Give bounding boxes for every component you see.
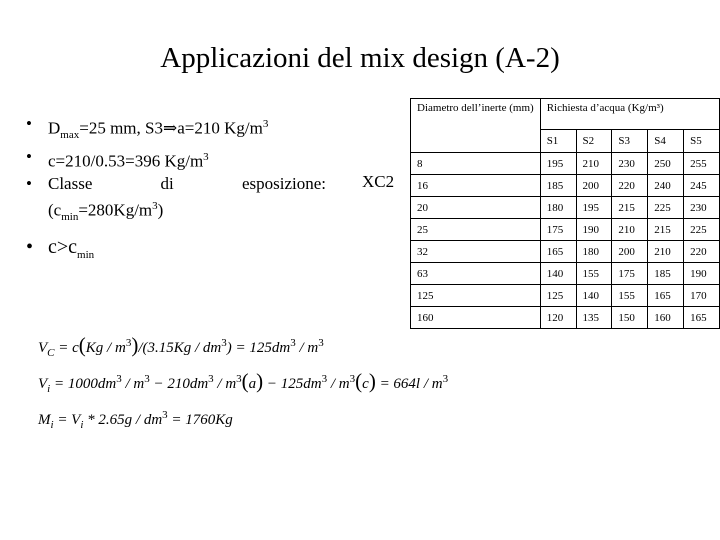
water-value-cell: 225 [684, 219, 720, 241]
cmin-close: ) [157, 200, 164, 220]
cgt-text: c>c [48, 235, 78, 258]
water-value-cell: 175 [540, 219, 576, 241]
water-value-cell: 180 [576, 241, 612, 263]
table-body [411, 153, 720, 329]
paren-open: ( [78, 333, 86, 357]
bullet-dot-icon: • [26, 235, 34, 258]
cmin-line [48, 195, 326, 228]
dmax-mid: =25 mm, S3 [79, 118, 163, 138]
bullet-dot-icon: • [26, 173, 32, 193]
slide-title: Applicazioni del mix design (A-2) [160, 42, 560, 74]
water-value-cell: 170 [684, 285, 720, 307]
bullet-classe [26, 173, 326, 228]
water-value-cell: 240 [648, 175, 684, 197]
water-value-cell: 220 [612, 175, 648, 197]
eq-part: a [248, 376, 257, 392]
eq-part: Kg / m [85, 340, 126, 356]
eq-exp: 3 [318, 337, 324, 349]
water-value-cell: 180 [540, 197, 576, 219]
bullet-dmax [26, 113, 326, 146]
eq-exp: 3 [162, 409, 168, 421]
water-value-cell: 230 [684, 197, 720, 219]
eq-exp: 3 [290, 337, 296, 349]
bullet-list [26, 113, 326, 266]
eq-part: = c [54, 340, 79, 356]
water-value-cell: 215 [648, 219, 684, 241]
class-header-cell: S2 [576, 130, 612, 153]
water-value-cell: 175 [612, 263, 648, 285]
eq-part: = 1760Kg [167, 412, 233, 428]
diameter-cell: 63 [411, 263, 541, 285]
header-diametro: Diametro dell’inerte (mm) [411, 99, 541, 153]
water-value-cell: 150 [612, 307, 648, 329]
equation-vc [38, 330, 448, 366]
table-row [411, 307, 720, 329]
table-header-row [411, 99, 720, 130]
water-value-cell: 215 [612, 197, 648, 219]
water-value-cell: 210 [648, 241, 684, 263]
water-value-cell: 160 [648, 307, 684, 329]
table-row [411, 241, 720, 263]
eq-sub: C [47, 347, 55, 359]
table-row [411, 219, 720, 241]
dmax-sup: 3 [262, 118, 269, 130]
water-value-cell: 190 [576, 219, 612, 241]
eq-sub: i [80, 419, 84, 431]
bullet-dot-icon: • [26, 147, 32, 167]
c-text: c=210/0.53=396 Kg/m [48, 151, 204, 171]
eq-exp: 3 [116, 373, 122, 385]
water-value-cell: 195 [576, 197, 612, 219]
water-value-cell: 200 [612, 241, 648, 263]
water-value-cell: 185 [540, 175, 576, 197]
diameter-cell: 20 [411, 197, 541, 219]
dmax-tail: a=210 Kg/m [177, 118, 263, 138]
eq-part: / m [213, 376, 237, 392]
eq-part: /(3.15Kg / dm [138, 340, 222, 356]
eq-part: / m [295, 340, 319, 356]
water-value-cell: 225 [648, 197, 684, 219]
eq-part: / m [121, 376, 145, 392]
water-value-cell: 200 [576, 175, 612, 197]
classe-word: Classe [48, 173, 93, 193]
eq-part: / m [327, 376, 350, 392]
equation-vi [38, 366, 448, 402]
diameter-cell: 32 [411, 241, 541, 263]
eq-symbol: V [38, 340, 48, 356]
class-header-cell: S3 [612, 130, 648, 153]
water-value-cell: 135 [576, 307, 612, 329]
equations [38, 330, 448, 438]
cgt-sub: min [77, 248, 95, 261]
water-value-cell: 210 [576, 153, 612, 175]
eq-exp: 3 [208, 373, 214, 385]
paren-close: ) [256, 369, 264, 393]
diameter-cell: 16 [411, 175, 541, 197]
paren-close: ) [368, 369, 376, 393]
cmin-sup: 3 [152, 199, 158, 212]
eq-part: = 1000dm [50, 376, 117, 392]
eq-exp: 3 [349, 373, 356, 385]
water-value-cell: 165 [648, 285, 684, 307]
esposizione-word: esposizione: [241, 173, 326, 193]
table-row [411, 153, 720, 175]
water-value-cell: 125 [540, 285, 576, 307]
paren-open: ( [241, 369, 249, 393]
water-value-cell: 185 [648, 263, 684, 285]
class-header-cell: S5 [684, 130, 720, 153]
table-row [411, 175, 720, 197]
eq-exp: 3 [125, 337, 132, 349]
water-value-cell: 190 [684, 263, 720, 285]
water-value-cell: 165 [684, 307, 720, 329]
bullet-dot-icon: • [26, 114, 32, 133]
equation-mi [38, 402, 448, 438]
paren-open: ( [355, 369, 363, 393]
exposure-class: XC2 [362, 172, 395, 191]
eq-exp: 3 [144, 373, 150, 385]
eq-part: = 664l / m [375, 376, 443, 392]
water-value-cell: 210 [612, 219, 648, 241]
cmin-open: (c [48, 200, 62, 220]
eq-part: ) = 125dm [226, 340, 291, 356]
water-value-cell: 140 [576, 285, 612, 307]
eq-sub: i [50, 419, 54, 431]
eq-exp: 3 [442, 373, 449, 385]
diameter-cell: 25 [411, 219, 541, 241]
water-value-cell: 195 [540, 153, 576, 175]
dmax-label: D [48, 118, 61, 138]
eq-part: − 210dm [149, 376, 209, 392]
eq-part: c [362, 376, 369, 392]
water-value-cell: 250 [648, 153, 684, 175]
eq-exp: 3 [221, 337, 227, 349]
di-word: di [160, 173, 174, 193]
water-value-cell: 255 [684, 153, 720, 175]
bullet-cgt [26, 236, 326, 266]
eq-sub: i [47, 383, 51, 395]
water-value-cell: 120 [540, 307, 576, 329]
water-value-cell: 220 [684, 241, 720, 263]
class-header-cell: S4 [648, 130, 684, 153]
water-value-cell: 155 [576, 263, 612, 285]
water-value-cell: 155 [612, 285, 648, 307]
water-value-cell: 245 [684, 175, 720, 197]
table-row [411, 285, 720, 307]
diameter-cell: 8 [411, 153, 541, 175]
water-demand-table [410, 98, 720, 329]
eq-symbol: M [38, 412, 51, 428]
eq-exp: 3 [236, 373, 242, 385]
table-row [411, 197, 720, 219]
paren-close: ) [131, 333, 139, 357]
cmin-mid: =280Kg/m [78, 200, 153, 220]
classe-line [48, 173, 326, 195]
table-row [411, 263, 720, 285]
eq-symbol: V [38, 376, 48, 392]
cmin-sub: min [61, 210, 79, 223]
class-header-cell: S1 [540, 130, 576, 153]
bullet-c [26, 146, 326, 173]
implies-arrow-icon: ⇒ [162, 118, 178, 138]
c-sup: 3 [203, 151, 209, 164]
eq-part: − 125dm [263, 376, 322, 392]
water-value-cell: 165 [540, 241, 576, 263]
dmax-sub: max [60, 129, 80, 142]
header-richiesta: Richiesta d’acqua (Kg/m³) [540, 99, 719, 130]
diameter-cell: 160 [411, 307, 541, 329]
eq-part: * 2.65g / dm [83, 412, 163, 428]
eq-exp: 3 [321, 373, 328, 385]
diameter-cell: 125 [411, 285, 541, 307]
water-value-cell: 140 [540, 263, 576, 285]
eq-part: = V [53, 412, 81, 428]
water-value-cell: 230 [612, 153, 648, 175]
